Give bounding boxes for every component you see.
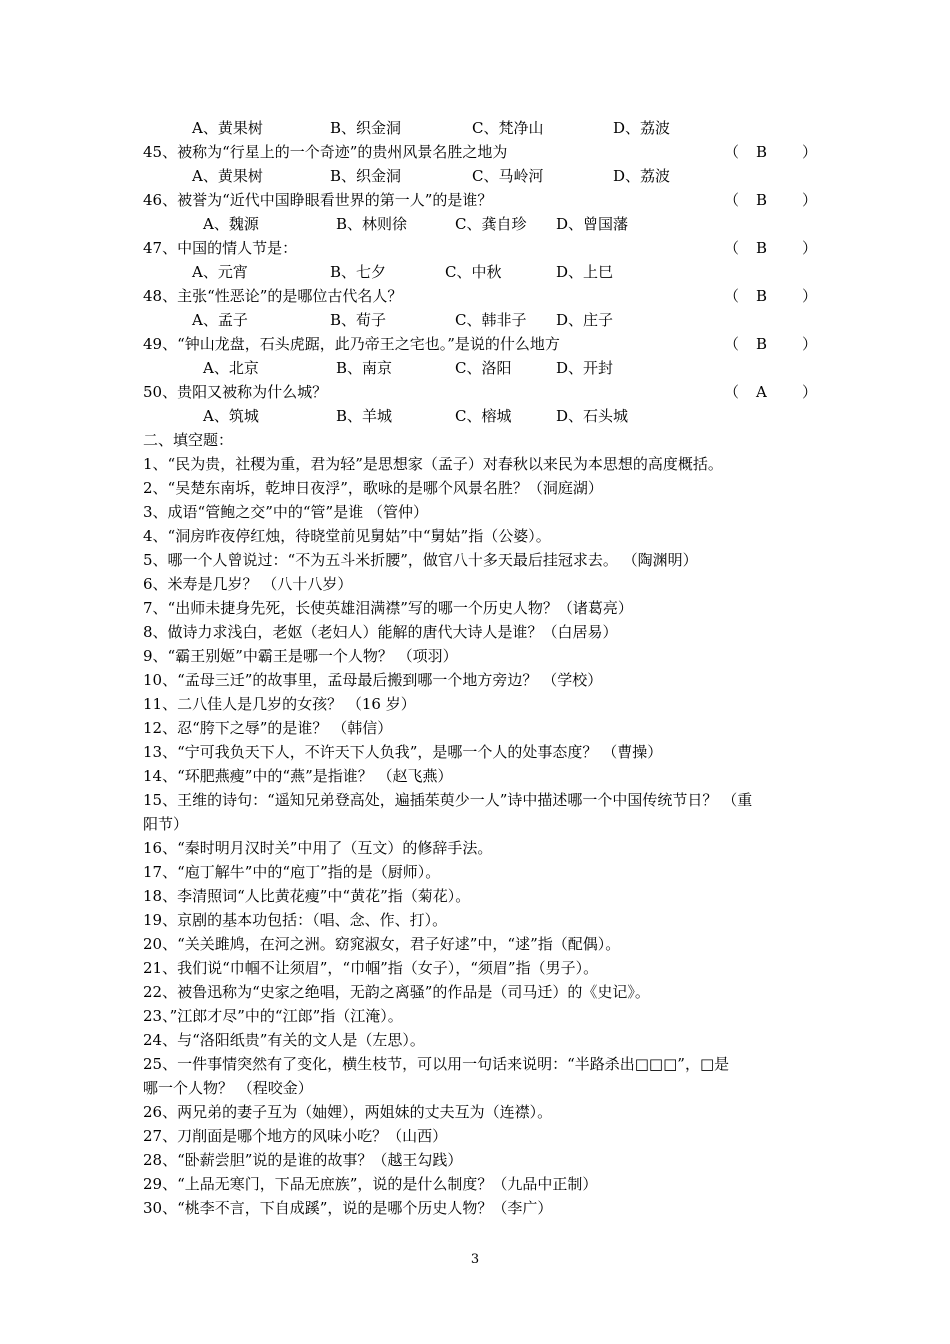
option: A、筑城 <box>203 407 259 425</box>
list-item: 21、我们说“巾帼不让须眉”，“巾帼”指（女子），“须眉”指（男子）。 <box>143 959 599 977</box>
option: C、中秋 <box>445 263 502 281</box>
list-item: 25、一件事情突然有了变化，横生枝节，可以用一句话来说明：“半路杀出□□□”，□是 <box>143 1055 730 1073</box>
list-item: 24、与“洛阳纸贵”有关的文人是（左思）。 <box>143 1031 425 1049</box>
list-item: 23、”江郎才尽”中的“江郎”指（江淹）。 <box>143 1007 403 1025</box>
bracket-open: （ <box>724 143 740 161</box>
bracket-close: ） <box>802 287 818 305</box>
answer-value: B <box>756 287 768 305</box>
list-item: 5、哪一个人曾说过：“不为五斗米折腰”，做官八十多天最后挂冠求去。 （陶渊明） <box>143 551 698 569</box>
list-item: 6、米寿是几岁？ （八十八岁） <box>143 575 353 593</box>
answer-value: B <box>756 191 768 209</box>
option: C、梵净山 <box>472 119 544 137</box>
option: C、龚自珍 <box>455 215 527 233</box>
answer-value: A <box>756 383 767 401</box>
answer-value: B <box>756 239 768 257</box>
list-item: 20、“关关雎鸠，在河之洲。窈窕淑女，君子好逑”中，“逑”指（配偶）。 <box>143 935 621 953</box>
option: A、黄果树 <box>192 167 263 185</box>
option: D、上巳 <box>556 263 614 281</box>
option: D、荔波 <box>613 119 671 137</box>
option: C、马岭河 <box>472 167 544 185</box>
list-item: 9、“霸王别姬”中霸王是哪一个人物？ （项羽） <box>143 647 458 665</box>
list-item: 30、“桃李不言，下自成蹊”，说的是哪个历史人物？（李广） <box>143 1199 553 1217</box>
option: C、洛阳 <box>455 359 512 377</box>
option: B、羊城 <box>336 407 393 425</box>
option: A、元宵 <box>192 263 248 281</box>
list-item: 15、王维的诗句：“遥知兄弟登高处，遍插茱萸少一人”诗中描述哪一个中国传统节日？ （重 <box>143 791 753 809</box>
list-item: 28、“卧薪尝胆”说的是谁的故事？（越王勾践） <box>143 1151 463 1169</box>
option: B、织金洞 <box>330 119 402 137</box>
list-item: 10、“孟母三迁”的故事里，孟母最后搬到哪一个地方旁边？ （学校） <box>143 671 603 689</box>
bracket-close: ） <box>802 335 818 353</box>
answer-bracket <box>724 238 818 258</box>
answer-bracket <box>724 382 818 402</box>
list-item: 4、“洞房昨夜停红烛，待晓堂前见舅姑”中“舅姑”指（公婆）。 <box>143 527 551 545</box>
question-text: 46、被誉为“近代中国睁眼看世界的第一人”的是谁？ <box>143 191 493 209</box>
bracket-open: （ <box>724 287 740 305</box>
bracket-close: ） <box>802 191 818 209</box>
list-item: 14、“环肥燕瘦”中的“燕”是指谁？ （赵飞燕） <box>143 767 453 785</box>
list-item: 2、“吴楚东南坼，乾坤日夜浮”，歌咏的是哪个风景名胜？（洞庭湖） <box>143 479 603 497</box>
list-item: 22、被鲁迅称为“史家之绝唱，无韵之离骚”的作品是（司马迁）的《史记》。 <box>143 983 650 1001</box>
list-item: 26、两兄弟的妻子互为（妯娌），两姐妹的丈夫互为（连襟）。 <box>143 1103 553 1121</box>
list-item-continuation: 哪一个人物？ （程咬金） <box>143 1079 313 1097</box>
option: A、黄果树 <box>192 119 263 137</box>
section-title: 二、填空题： <box>143 431 234 449</box>
list-item: 19、京剧的基本功包括：（唱、念、作、打）。 <box>143 911 448 929</box>
list-item: 3、成语“管鲍之交”中的“管”是谁 （管仲） <box>143 503 428 521</box>
answer-value: B <box>756 143 768 161</box>
bracket-close: ） <box>802 239 818 257</box>
option: B、荀子 <box>330 311 387 329</box>
list-item: 11、二八佳人是几岁的女孩？ （16 岁） <box>143 695 416 713</box>
list-item: 16、“秦时明月汉时关”中用了（互文）的修辞手法。 <box>143 839 493 857</box>
option: D、开封 <box>556 359 614 377</box>
answer-bracket <box>724 334 818 354</box>
list-item: 18、李清照词“人比黄花瘦”中“黄花”指（菊花）。 <box>143 887 471 905</box>
bracket-open: （ <box>724 239 740 257</box>
question-text: 50、贵阳又被称为什么城？ <box>143 383 328 401</box>
option: A、北京 <box>203 359 259 377</box>
list-item: 12、忍“胯下之辱”的是谁？ （韩信） <box>143 719 393 737</box>
question-text: 49、“钟山龙盘，石头虎踞，此乃帝王之宅也。”是说的什么地方 <box>143 335 560 353</box>
option: C、韩非子 <box>455 311 527 329</box>
list-item: 7、“出师未捷身先死，长使英雄泪满襟”写的哪一个历史人物？（诸葛亮） <box>143 599 633 617</box>
option: D、石头城 <box>556 407 629 425</box>
list-item: 29、“上品无寒门，下品无庶族”，说的是什么制度？（九品中正制） <box>143 1175 598 1193</box>
list-item: 17、“庖丁解牛”中的“庖丁”指的是（厨师）。 <box>143 863 441 881</box>
question-text: 45、被称为“行星上的一个奇迹”的贵州风景名胜之地为 <box>143 143 508 161</box>
answer-bracket <box>724 190 818 210</box>
option: B、林则徐 <box>336 215 408 233</box>
bracket-open: （ <box>724 191 740 209</box>
option: C、榕城 <box>455 407 512 425</box>
answer-bracket <box>724 142 818 162</box>
question-text: 47、中国的情人节是： <box>143 239 298 257</box>
list-item: 8、做诗力求浅白，老妪（老妇人）能解的唐代大诗人是谁？（白居易） <box>143 623 618 641</box>
option: A、魏源 <box>203 215 259 233</box>
list-item: 13、“宁可我负天下人，不许天下人负我”，是哪一个人的处事态度？ （曹操） <box>143 743 663 761</box>
bracket-open: （ <box>724 335 740 353</box>
option: A、孟子 <box>192 311 248 329</box>
option: B、南京 <box>336 359 393 377</box>
option: B、织金洞 <box>330 167 402 185</box>
answer-value: B <box>756 335 768 353</box>
question-text: 48、主张“性恶论”的是哪位古代名人？ <box>143 287 403 305</box>
option: D、庄子 <box>556 311 614 329</box>
list-item: 27、刀削面是哪个地方的风味小吃？（山西） <box>143 1127 448 1145</box>
list-item-continuation: 阳节） <box>143 815 189 833</box>
bracket-close: ） <box>802 383 818 401</box>
bracket-open: （ <box>724 383 740 401</box>
page-number: 3 <box>470 1252 480 1267</box>
answer-bracket <box>724 286 818 306</box>
list-item: 1、“民为贵，社稷为重，君为轻”是思想家（孟子）对春秋以来民为本思想的高度概括。 <box>143 455 723 473</box>
option: B、七夕 <box>330 263 387 281</box>
bracket-close: ） <box>802 143 818 161</box>
option: D、荔波 <box>613 167 671 185</box>
option: D、曾国藩 <box>556 215 629 233</box>
